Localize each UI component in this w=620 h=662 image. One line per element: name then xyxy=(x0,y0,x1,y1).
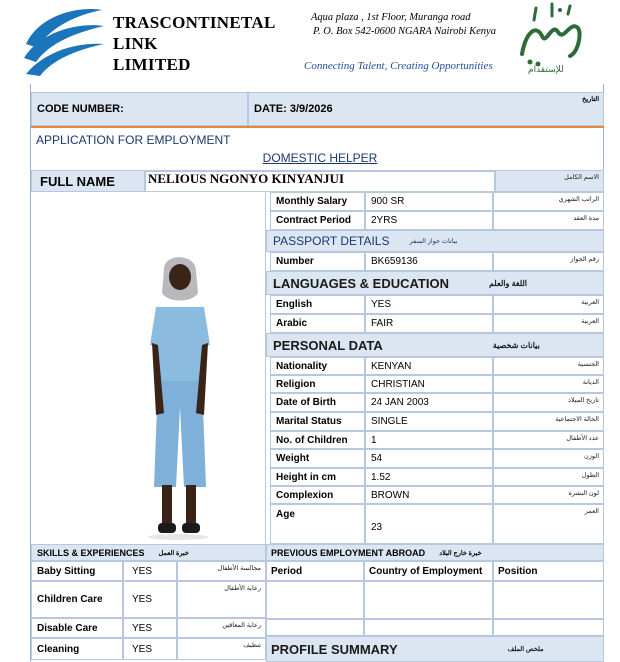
application-form xyxy=(30,84,604,662)
skills-section-title: SKILLS & EXPERIENCES خبرة العمل xyxy=(31,544,266,561)
company-address: Aqua plaza , 1st Floor, Muranga road P. O. Box 542-0600 NGARA Nairobi Kenya xyxy=(311,12,496,37)
personal-section-title: PERSONAL DATA بيانات شخصية xyxy=(266,333,604,357)
arabic-value: FAIR xyxy=(365,314,493,333)
full-name-ar: الاسم الكامل xyxy=(495,170,604,192)
languages-section-title: LANGUAGES & EDUCATION اللغة والعلم xyxy=(266,271,604,295)
passport-section-title: PASSPORT DETAILS بيانات جواز السفر xyxy=(266,230,604,252)
children-care-ar: رعاية الأطفال xyxy=(177,581,266,618)
application-header xyxy=(31,128,604,172)
letterhead xyxy=(0,0,620,84)
code-number-field: CODE NUMBER: xyxy=(31,92,248,126)
previous-employment-title: PREVIOUS EMPLOYMENT ABROAD خبرة خارج البلاد xyxy=(266,544,604,561)
height-ar: الطول xyxy=(493,468,604,486)
baby-sitting-label: Baby Sitting xyxy=(31,561,123,581)
date-of-birth-value: 24 JAN 2003 xyxy=(365,393,493,412)
company-tagline: Connecting Talent, Creating Opportunities xyxy=(304,60,493,72)
contract-period-value: 2YRS xyxy=(365,211,493,230)
applicant-photo xyxy=(32,195,265,545)
english-ar: العربية xyxy=(493,295,604,314)
period-header: Period xyxy=(266,561,364,581)
date-of-birth-label: Date of Birth xyxy=(270,393,365,412)
arabic-ar: العربية xyxy=(493,314,604,333)
complexion-ar: لون البشرة xyxy=(493,486,604,504)
disable-care-value: YES xyxy=(123,618,177,638)
cleaning-ar: تنظيف xyxy=(177,638,266,660)
application-title: APPLICATION FOR EMPLOYMENT xyxy=(36,133,231,147)
passport-number-ar: رقم الجواز xyxy=(493,252,604,271)
children-count-ar: عدد الأطفال xyxy=(493,431,604,449)
monthly-salary-label: Monthly Salary xyxy=(270,192,365,211)
arabic-label: Arabic xyxy=(270,314,365,333)
age-value: 23 xyxy=(365,504,493,544)
height-label: Height in cm xyxy=(270,468,365,486)
company-name: TRASCONTINETAL LINK LIMITED xyxy=(113,13,276,74)
contract-period-label: Contract Period xyxy=(270,211,365,230)
religion-label: Religion xyxy=(270,375,365,393)
english-value: YES xyxy=(365,295,493,314)
monthly-salary-ar: الراتب الشهري xyxy=(493,192,604,211)
passport-number-value: BK659136 xyxy=(365,252,493,271)
nationality-ar: الجنسية xyxy=(493,357,604,375)
employment-cell xyxy=(266,619,364,636)
passport-number-label: Number xyxy=(270,252,365,271)
monthly-salary-value: 900 SR xyxy=(365,192,493,211)
company-logo-icon xyxy=(20,4,106,78)
disable-care-ar: رعاية المعاقين xyxy=(177,618,266,638)
nationality-value: KENYAN xyxy=(365,357,493,375)
employment-cell xyxy=(493,619,604,636)
date-of-birth-ar: تاريخ الميلاد xyxy=(493,393,604,412)
marital-status-label: Marital Status xyxy=(270,412,365,431)
children-count-label: No. of Children xyxy=(270,431,365,449)
position-header: Position xyxy=(493,561,604,581)
height-value: 1.52 xyxy=(365,468,493,486)
full-name-value: NELIOUS NGONYO KINYANJUI xyxy=(145,170,495,192)
complexion-value: BROWN xyxy=(365,486,493,504)
date-field: DATE: 3/9/2026 التاريخ xyxy=(248,92,604,126)
position-title: DOMESTIC HELPER xyxy=(262,151,378,165)
weight-ar: الوزن xyxy=(493,449,604,468)
nationality-label: Nationality xyxy=(270,357,365,375)
employment-cell xyxy=(364,619,493,636)
baby-sitting-ar: مجالسة الأطفال xyxy=(177,561,266,581)
religion-ar: الديانة xyxy=(493,375,604,393)
profile-summary-title: PROFILE SUMMARY ملخص الملف xyxy=(266,636,604,662)
marital-status-value: SINGLE xyxy=(365,412,493,431)
employment-cell xyxy=(364,581,493,619)
marital-status-ar: الحالة الاجتماعية xyxy=(493,412,604,431)
employment-cell xyxy=(493,581,604,619)
baby-sitting-value: YES xyxy=(123,561,177,581)
age-ar: العمر xyxy=(493,504,604,544)
english-label: English xyxy=(270,295,365,314)
country-header: Country of Employment xyxy=(364,561,493,581)
age-label: Age xyxy=(270,504,365,544)
contract-period-ar: مدة العقد xyxy=(493,211,604,230)
children-care-value: YES xyxy=(123,581,177,618)
disable-care-label: Disable Care xyxy=(31,618,123,638)
complexion-label: Complexion xyxy=(270,486,365,504)
arabic-logo-caption: للإستقدام xyxy=(528,64,564,74)
children-count-value: 1 xyxy=(365,431,493,449)
cleaning-label: Cleaning xyxy=(31,638,123,660)
cleaning-value: YES xyxy=(123,638,177,660)
children-care-label: Children Care xyxy=(31,581,123,618)
weight-value: 54 xyxy=(365,449,493,468)
weight-label: Weight xyxy=(270,449,365,468)
full-name-label: FULL NAME xyxy=(31,170,145,192)
employment-cell xyxy=(266,581,364,619)
religion-value: CHRISTIAN xyxy=(365,375,493,393)
